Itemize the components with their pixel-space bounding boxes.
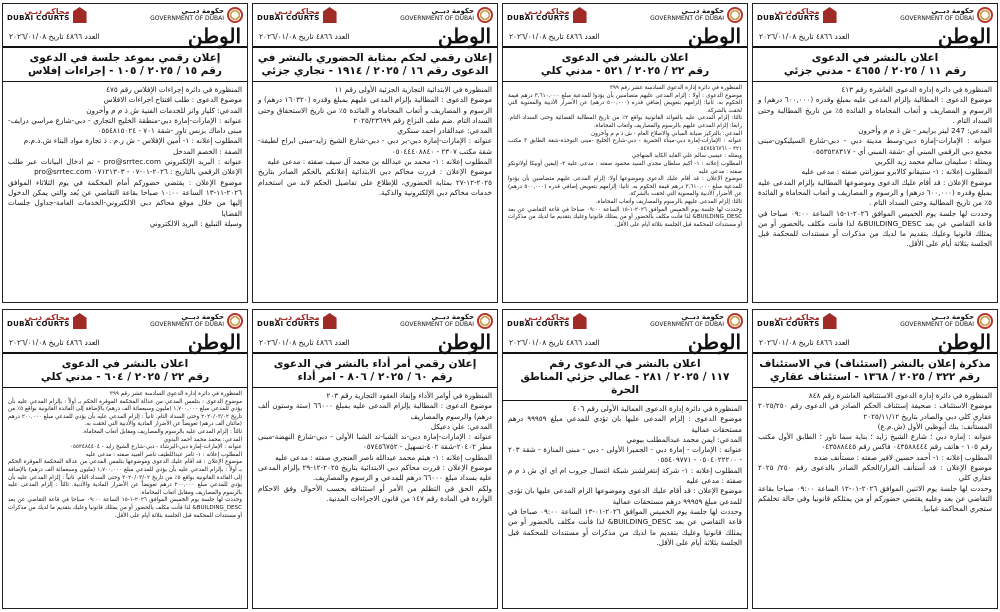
notice-header <box>3 4 247 26</box>
notice-paragraph: وسيلة التبليغ : البريد الالكتروني <box>149 218 242 228</box>
notice-paragraph: موضوع الإعلان : قد أقام عليك الدعوى وموضوعها الزام المدعى عليها بان تؤدي للمدعي مبلغ ٩٩٩٥٩ درهم مستحقات عمالية <box>508 486 742 506</box>
notice-card-7 <box>252 309 498 609</box>
courts-emblem-icon <box>573 7 587 23</box>
notice-paragraph: عنوانه : البريد الإلكتروني pro@srrtec.com - تم ادخال البيانات عبر طلب الإعلان الرقمي بالتاريخ : ٢٠٢٦-٠١-٠٧ - ٠٧١٢١٣٠٣ pro@srrtec.com <box>8 157 243 177</box>
government-logo <box>900 313 993 329</box>
notice-paragraph: موضوع الإعلان : قد أقام عليك الدعوى وموضوعها أولا: إلزام المدعى عليهم متضامنين بأن يؤدوا للمدعية مبلغ ٣,٦١٠,٠٠٠ درهم قيمة الحكوم به. ثانيا: إلزامهم بتعويض إضافي قدره (٥٠٠,٠٠٠ درهم) عن الأضرار الأدبية والمعنوية التي لحقت بالشركة. <box>508 176 742 198</box>
notice-title: إعلان رقمي لحكم بمثابة الحضوري بالنشر في الدعوى رقم ١٦ / ٢٠٢٥ / ١٩١٤ - تجاري جزئي <box>253 48 497 82</box>
notice-paragraph: عنوانه : الإمارات-إمارة دبي-ميناء الحمرية - دبي-شارع الخليج -مبنى النوخذة-شقة الطابق ٣ مكتب ٣٢١ - ٠٥٤٧٤٥٦٧٦١ <box>508 138 742 152</box>
government-name: حكومة دبــي <box>431 313 474 321</box>
courts-name: محاكم دبـي <box>24 7 70 16</box>
notice-paragraph: موضوع الإعلان : قررت محاكم دبي الابتدائية بتاريخ ٢٠٢٥-١٢-٢٩ بإلزام المدعى عليه بسداد مبلغ ٦٦٠٠٠ درهم للمدعي و الرسوم والمصاريف. <box>258 463 493 483</box>
notice-paragraph: ولكم الحق في التظلم من الأمر أو استئنافه بحسب الأحوال وفق الاحكام الواردة في المادة رقم ١٤٧ من قانون الاجراءات المدنية. <box>258 483 492 503</box>
notice-paragraph: المنظورة في الابتدائية التجارية الجزئية الأولى رقم ١١ <box>334 85 492 94</box>
notice-paragraph: الصفة : الخصم المدخل <box>172 146 242 156</box>
government-name-en: GOVERNMENT OF DUBAI <box>650 15 724 22</box>
courts-name-en: DUBAI COURTS <box>757 14 820 22</box>
courts-emblem-icon <box>73 7 87 23</box>
notice-body <box>253 82 497 201</box>
issue-date: العدد ٤٨٦٦ تاريخ ٢٠٢٦/٠١/٠٨ <box>509 31 600 41</box>
government-emblem-icon <box>977 7 993 23</box>
notice-paragraph: المدعي: ايمن محمد عبدالمطلب بيومي <box>626 434 742 444</box>
notice-paragraph: المنظورة في دائرة إدارة الدعوى العمالية الأولى رقم ٤٠٦ <box>572 404 742 413</box>
newspaper-name: الوطن <box>687 330 741 354</box>
courts-emblem-icon <box>323 313 337 329</box>
notice-paragraph: المطلوب إعلانه : ١- أكيم سلطان مجدي السيد محمود صفته : مدعى عليه ٢- إليفين أوبيكا أولاتونكو صفته : مدعى عليه <box>508 160 743 175</box>
notice-paragraph: موضوع الإعلان : يقتضي حضوركم أمام المحكمة في يوم الثلاثاء الموافق ٢٠٢٦-١١-١٣ الساعة ١٠:٠٠ صباحا بقاعة التقاضي عن بُعد والتي يمكن الدخول إليها من خلال موقع محاكم دبي الالكتروني-الخدمات العامة-جداول جلسات القضايا <box>8 177 242 218</box>
notice-paragraph: المطلوب إعلانه : ١- ستيفانو كالابرو سوزانتي صفته : مدعى عليه <box>801 167 992 177</box>
notice-paragraph: عنوانه : الإمارات-إمارة دبي-بر دبي - دبي-شارع الشيخ زايد-مبنى ابراج لطيفة-شقة مكتب ٢٣٠٧ - ٠٥٠٤٤٤٠٨٨٤٠ <box>258 136 492 156</box>
dubai-courts-logo <box>507 7 587 23</box>
newspaper-masthead <box>503 332 747 354</box>
notice-header <box>503 310 747 332</box>
notice-title: اعلان بالنشر في الدعوى رقم ١١٧ / ٢٠٢٥ / ٢٨١ - عمالي جزئي المناطق الحرة <box>503 354 747 401</box>
dubai-courts-logo <box>507 313 587 329</box>
notice-body <box>3 82 247 232</box>
courts-name-en: DUBAI COURTS <box>507 14 570 22</box>
notice-paragraph: ويمثله : عيسى سالم علي القايد الكايد المنهاجي <box>631 153 742 160</box>
government-emblem-icon <box>227 7 243 23</box>
notice-paragraph: موضوع الدعوى : طلب افتتاح اجراءات الافلاس <box>103 95 242 105</box>
dubai-courts-logo <box>257 7 337 23</box>
notice-paragraph: وحددت لها جلسة يوم الخميس الموافق ٢٠٢٦-١-١٥ الساعة ٠٩:٠٠ صباحا في قاعة التقاضي عن بعد BUILDING_DESC& لذا فأنت مكلف بالحضور أو من يمثلك قانونيا وعليك بتقديم ما لديك من مذكرات أو مستندات للمحكمة قبل الجلسة بثلاثة أيام على الأقل. <box>8 497 242 519</box>
notice-paragraph: المطلوب إعلانه : ١- هيثم محمد عبدالله ناصر العنجري صفته : مدعى عليه <box>275 452 492 462</box>
newspaper-masthead <box>753 332 997 354</box>
government-name: حكومة دبــي <box>931 313 974 321</box>
newspaper-name: الوطن <box>687 24 741 48</box>
notice-paragraph: المدعي: كليار واتر للخدمات الفنية ش ذ م م وأخرون <box>86 105 242 115</box>
government-name: حكومة دبــي <box>181 7 224 15</box>
notice-paragraph: المنظورة في دائرة إجراءات الإفلاس رقم ٤٧٥ <box>106 85 242 94</box>
notice-paragraph: المدعي: علي دعيكل <box>430 421 492 431</box>
notice-card-8 <box>2 309 248 609</box>
government-name-en: GOVERNMENT OF DUBAI <box>650 321 724 328</box>
notice-title: اعلان بالنشر في الدعوى رقم ٢٢ / ٢٠٢٥ / ٥٢١ - مدني كلي <box>503 48 747 82</box>
dubai-courts-logo <box>7 313 87 329</box>
notice-body <box>753 82 997 253</box>
courts-name-en: DUBAI COURTS <box>507 320 570 328</box>
notice-paragraph: موضوع الاستئناف : صحيفة إستئناف الحكم الصادر في الدعوى رقم ٢٠٢٥/٢٥٠ عقاري كلي دبي والصادر بتاريخ ٢٠٢٥/١١/١٢ <box>758 401 992 421</box>
courts-name: محاكم دبـي <box>524 7 570 16</box>
notice-header <box>503 4 747 26</box>
notice-paragraph: ثالثاً : إلزام المدعى عليه بالرسوم والمصاريف ومقابل أتعاب المحاماة. <box>82 428 242 435</box>
notice-card-1 <box>752 3 998 303</box>
dubai-courts-logo <box>257 313 337 329</box>
notice-paragraph: ويمثله : سليمان سالم محمد زيد الكربي <box>874 157 992 167</box>
government-emblem-icon <box>227 313 243 329</box>
notice-header <box>253 4 497 26</box>
newspaper-masthead <box>253 332 497 354</box>
newspaper-name: الوطن <box>187 24 241 48</box>
newspaper-masthead <box>753 26 997 48</box>
government-logo <box>400 313 493 329</box>
notice-title: اعلان بالنشر في الدعوى رقم ٢٢ / ٢٠٢٥ / ٦٠٤ - مدني كلي <box>3 354 247 388</box>
notice-paragraph: عنوانه : الإمارات-إمارة دبي-البرشاء - دبي-شارع الشيخ زايد - ٠٥٥٢٤٨٤٤٠٤ <box>69 444 242 451</box>
notice-paragraph: المنظورة في دائرة إدارة الدعوى العاشرة رقم ٤١٣ <box>841 85 992 94</box>
newspaper-name: الوطن <box>187 330 241 354</box>
notice-paragraph: المطلوب إعلانه : ١- محمد بن عبدالله بن محمد آل سيف صفته : مدعى عليه <box>267 157 492 167</box>
notice-body <box>503 82 747 232</box>
notice-paragraph: المطلوب إعلانه : ١- أمين الإفلاس - ش ر.م . ذ تجارة مواد البناء ش.ذ.م.م <box>23 136 242 146</box>
notice-paragraph: موضوع الدعوى : المطالبة بإلزام المدعى عليهم بمبلغ وقدره (١٦٠٣٢٠ درهم) و الرسوم و المصاريف و أتعاب المحاماة و الفائدة ٥٪ من تاريخ الاستحقاق وحتى السداد التام .ضم ملف النزاع رقم ٢٠٢٥/٢٣٦٩٩ <box>258 95 493 125</box>
government-name-en: GOVERNMENT OF DUBAI <box>400 15 474 22</box>
notice-header <box>253 310 497 332</box>
newspaper-masthead <box>503 26 747 48</box>
government-emblem-icon <box>477 313 493 329</box>
government-name-en: GOVERNMENT OF DUBAI <box>400 321 474 328</box>
courts-name-en: DUBAI COURTS <box>757 320 820 328</box>
notice-paragraph: وحددت لها جلسة يوم الخميس الموافق ٢٠٢٦-٠١-١٣ الساعة ٠٩:٠٠ صباحا في قاعة التقاضي عن بعد BUILDING_DESC& لذا فأنت مكلف بالحضور أو من يمثلك قانونيا وعليك بتقديم ما لديك من مذكرات أو مستندات للمحكمة قبل الجلسة بثلاثة أيام على الأقل. <box>508 506 742 547</box>
notice-paragraph: موضوع الإعلان : قد أقام عليك الدعوى وموضوعها المطالبة بإلزام المدعى عليه بمبلغ وقدره (٦٠٠,٠٠٠ درهم) و الرسوم و المصاريف و أتعاب المحاماة و الفائدة ٥٪ من تاريخ المطالبة وحتى السداد التام . <box>758 177 992 208</box>
notice-paragraph: ثالثا: إلزام المدعى عليه بالفوائد القانونية بواقع ٢٪ من تاريخ المطالبة القضائية وحتى السداد التام. رابعا: إلزام المدعى عليهم بالرسوم والمصاريف وأتعاب المحاماة. <box>508 115 742 129</box>
government-logo <box>150 7 243 23</box>
courts-name: محاكم دبـي <box>524 313 570 322</box>
newspaper-masthead <box>253 26 497 48</box>
notice-paragraph: المستأنف: بنك أبوظبي الأول (ش.م.ع) <box>877 421 992 431</box>
notice-paragraph: المطلوب إعلانه : ١- ثامر عبداللطيف ناصر العبيد صفته : مدعى عليه <box>85 451 242 458</box>
courts-emblem-icon <box>823 313 837 329</box>
issue-date: العدد ٤٨٦٦ تاريخ ٢٠٢٦/٠١/٠٨ <box>9 337 100 347</box>
notice-body <box>253 388 497 507</box>
issue-date: العدد ٤٨٦٦ تاريخ ٢٠٢٦/٠١/٠٨ <box>759 31 850 41</box>
notice-paragraph: المدعي: بالتركيز صيانة المباني والاصلاح العام - ش ذ م م وأخرون <box>591 130 742 137</box>
government-emblem-icon <box>727 7 743 23</box>
notice-paragraph: موضوع الدعوى : أولا : إلزام المدعى عليهم متضامنين بأن يؤدوا للمدعية مبلغ ٣,٦١٠,٠٠٠ درهم قيمة الحكوم به. ثانيا: إلزامهم بتعويض إضافي قدره (٥٠٠,٠٠٠ درهم) عن الأضرار الأدبية والمعنوية التي لحقت بالشركة. <box>508 92 742 114</box>
notice-title: إعلان رقمي أمر أداء بالنشر في الدعوى رقم ٦٠ / ٢٠٢٥ / ٨٠٦ - امر أداء <box>253 354 497 388</box>
notice-body <box>753 388 997 518</box>
notice-paragraph: المدعي: 247 ليتر برايمر - ش ذ م م وأخرون <box>858 126 992 136</box>
notice-paragraph: المدعي: محمد محمد أحمد البدوي <box>163 436 242 443</box>
notice-paragraph: موضوع الدعوى : المطالبة بإلزام المدعى عليه بمبلغ ٦٦٠٠٠ (ستة وستون ألف درهم) والرسوم والمصاريف <box>258 401 492 421</box>
notice-paragraph: المطلوب إعلانه : ١- أحمد حسين لافير صفته : مستأنف ضده <box>814 452 992 462</box>
notice-card-4 <box>2 3 248 303</box>
notice-paragraph: موضوع الدعوى : بتلمس المدعي من عدالة المحكمة الموقرة الحكم بـ أولاً : بإلزام المدعي عليه بأن يؤدي للمدعي مبلغ ١,٧٠٠,٠٠٠ (مليون وسبعمائة ألف درهم) بالإضافة إلى الفائدة القانونية بواقع ٥٪ من تاريخ ٢٠٢٠/٠٣/٠٢ وحتى السداد التام. ثانياً : إلزام المدعي عليه بأن يؤدي للمدعي مبلغ ٢٠٠,٠٠٠ درهم (مائتان ألف درهم) تعويضاً عن الأضرار المادية والأدبية التي لحقت به. <box>8 398 243 428</box>
dubai-courts-logo <box>757 7 837 23</box>
issue-date: العدد ٤٨٦٦ تاريخ ٢٠٢٦/٠١/٠٨ <box>259 337 350 347</box>
government-name: حكومة دبــي <box>681 7 724 15</box>
notice-paragraph: المنظورة في دائرة إدارة الدعوى السادسة عشر رقم ٣٩٩ <box>609 85 742 91</box>
government-name-en: GOVERNMENT OF DUBAI <box>150 321 224 328</box>
notice-paragraph: وحددت لها جلسة يوم الخميس الموافق ٢٠٢٦-١-١٥ الساعة ٠٩:٠٠ صباحا في قاعة التقاضي عن بعد BUILDING_DESC& لذا فأنت مكلف بالحضور أو من يمثلك قانونيا وعليك بتقديم ما لديك من مذكرات أو مستندات للمحكمة قبل الجلسة بثلاثة أيام على الأقل. <box>758 208 993 249</box>
government-name: حكومة دبــي <box>931 7 974 15</box>
notice-paragraph: عنوانه : إمارة دبي ؛ شارع الشيخ زايد ؛ بناية سما تاور ؛ الطابق الأول مكتب رقم ١٠٥ - هاتف رقم ٠٤٣٥٨٨٤٤٤ فاكس رقم ٠٤٣٥٨٨٤٤٥ <box>758 432 992 452</box>
government-logo <box>150 313 243 329</box>
issue-date: العدد ٤٨٦٦ تاريخ ٢٠٢٦/٠١/٠٨ <box>509 337 600 347</box>
notice-paragraph: عنوانه : الإمارات-إمارة دبي-ند الشبا-ند الشبا الأولى - دبي-شارع النهضة-مبنى مطر ٢٠٤٠٢-شقة ٤٠٢-تسهيل - ٠٥٧٤٥٦٧٥٢ <box>258 432 492 452</box>
notice-title: اعلان بالنشر في الدعوى رقم ١١ / ٢٠٢٥ / ٤٦٥٥ - مدني جزئي <box>753 48 997 82</box>
notice-paragraph: موضوع الدعوى : المطالبة بإلزام المدعى عليه بمبلغ وقدره (٦٠٠,٠٠٠ درهم) و الرسوم و المصاريف و أتعاب المحاماة و الفائدة ٥٪ من تاريخ المطالبة وحتى السداد التام . <box>758 95 992 125</box>
issue-date: العدد ٤٨٦٦ تاريخ ٢٠٢٦/٠١/٠٨ <box>9 31 100 41</box>
government-name-en: GOVERNMENT OF DUBAI <box>900 15 974 22</box>
notice-card-5 <box>752 309 998 609</box>
newspaper-name: الوطن <box>437 24 491 48</box>
notice-paragraph: موضوع الإعلان : قررت محاكم دبي الابتدائية إعلانكم بالحكم الصادر بتاريخ ٢٠٢٥-١٢-٢٧ بمثابة الحضوري، للإطلاع على تفاصيل الحكم لابد من استخدام خدمات محاكم دبي الإلكترونية والذكية. <box>258 167 492 197</box>
government-name-en: GOVERNMENT OF DUBAI <box>150 15 224 22</box>
notice-paragraph: المطلوب إعلانه : ١- شركة إنتغرلشنز شبكة انتصال جروب ام اي اي ش ذ م م صفته : مدعى عليه <box>508 465 742 486</box>
government-emblem-icon <box>977 313 993 329</box>
courts-emblem-icon <box>323 7 337 23</box>
notice-paragraph: عنوانه : الإمارات-إمارة دبي-منطقة الخليج التجاري - دبي-شارع مراسي درايف-مبنى داماك بزنس تاور -شقة ٧٠١ - ٠٥٥٤٨١٥٠٢٤ <box>8 115 242 136</box>
government-logo <box>650 7 743 23</box>
notice-paragraph: المنظورة في دائرة إدارة الدعوى الاستئنافية العاشرة رقم ٨٤٨ <box>808 391 992 400</box>
newspaper-masthead <box>3 26 247 48</box>
notice-paragraph: عنوانه : الإمارات-إمارة دبي-وسط مدينة دبي - دبي-شارع السيليكون-مبنى مجمع دبي الرقمي المبني أي -شقة المبني أي - ٠٥٥٣٥٢٨٣١٧ <box>758 136 992 156</box>
newspaper-name: الوطن <box>437 330 491 354</box>
government-name: حكومة دبــي <box>681 313 724 321</box>
notice-paragraph: موضوع الدعوى : إلزام المدعى عليها بان تؤدي للمدعي مبلغ ٩٩٩٥٩ درهم مستحقات عمالية <box>508 414 743 434</box>
courts-name-en: DUBAI COURTS <box>7 14 70 22</box>
notice-paragraph: وحددت لها جلسة يوم الخميس الموافق ٢٠٢٦-١-١٥ الساعة ٠٩:٠٠ صباحا في قاعة التقاضي عن بعد BUILDING_DESC& لذا فأنت مكلف بالحضور أو من يمثلك قانونيا وعليك بتقديم ما لديك من مذكرات أو مستندات للمحكمة قبل الجلسة بثلاثة أيام على الأقل. <box>508 206 742 228</box>
courts-name: محاكم دبـي <box>774 7 820 16</box>
notice-paragraph: ثالثا: إلزام المدعى عليهم بالرسوم والمصاريف وأتعاب المحاماة. <box>595 198 742 205</box>
courts-name-en: DUBAI COURTS <box>257 14 320 22</box>
newspaper-name: الوطن <box>937 330 991 354</box>
government-emblem-icon <box>727 313 743 329</box>
government-emblem-icon <box>477 7 493 23</box>
government-name: حكومة دبــي <box>431 7 474 15</box>
dubai-courts-logo <box>757 313 837 329</box>
notice-header <box>753 4 997 26</box>
government-name: حكومة دبــي <box>181 313 224 321</box>
government-logo <box>400 7 493 23</box>
notice-paragraph: موضوع الإعلان : قد أستأنف القرار/الحكم الصادر بالدعوى رقم ٢٥٠/ ٢٠٢٥ عقاري كلي <box>758 463 992 483</box>
issue-date: العدد ٤٨٦٦ تاريخ ٢٠٢٦/٠١/٠٨ <box>259 31 350 41</box>
courts-name: محاكم دبـي <box>274 7 320 16</box>
notice-paragraph: موضوع الإعلان : قد أقام عليك الدعوى وموضوعها بتلمس المدعي من عدالة المحكمة الموقرة الحكم بـ أولاً : بإلزام المدعي عليه بأن يؤدي للمدعي مبلغ ١,٧٠٠,٠٠٠ (مليون وسبعمائة ألف درهم) بالإضافة إلى الفائدة القانونية بواقع ٥٪ من تاريخ ٢٠٢٠/٠٣/٠٢ وحتى السداد التام. ثانياً : إلزام المدعي عليه بأن يؤدي للمدعي مبلغ ٢٠٠,٠٠٠ درهم تعويضاً عن الأضرار المادية والأدبية. ثالثاً : إلزام المدعى عليه بالرسوم والمصاريف ومقابل أتعاب المحاماة. <box>8 459 242 496</box>
courts-name: محاكم دبـي <box>274 313 320 322</box>
courts-name: محاكم دبـي <box>24 313 70 322</box>
notice-paragraph: عنوانه : الإمارات - إمارة دبي - الجميرا الأولى - دبي - مبنى المنارة - شقة ٢٠٣ - ٠٥٠٤٠٢٢٢٠٠ - ٠٥٥٤٠٩٧٧١ <box>508 445 742 465</box>
notice-paragraph: المنظورة في دائرة إدارة الدعوى السادسة عشر رقم ٣٩٩ <box>109 391 242 397</box>
courts-emblem-icon <box>573 313 587 329</box>
notice-card-6 <box>502 309 748 609</box>
notice-paragraph: المنظورة في أوامر الأداء وإنفاذ العقود التجارية رقم ٢٠٣ <box>326 391 492 400</box>
newspaper-masthead <box>3 332 247 354</box>
notice-body <box>503 401 747 551</box>
government-logo <box>900 7 993 23</box>
courts-emblem-icon <box>823 7 837 23</box>
newspaper-name: الوطن <box>937 24 991 48</box>
dubai-courts-logo <box>7 7 87 23</box>
notice-header <box>753 310 997 332</box>
notice-title: إعلان رقمي بموعد جلسة في الدعوى رقم ١٥ / ٢٠٢٥ / ١٠٥ - إجراءات إفلاس <box>3 48 247 82</box>
notice-paragraph: وحددت لها جلسة يوم الاثنين الموافق ٢٠٢٦-٠١-١٢ الساعة ٠٩:٠٠ صباحا بقاعة التقاضي عن بعد وعليه يقتضي حضوركم أو من يمثلكم قانونيا وفي حالة تخلفكم ستجري المحاكمة غيابيا. <box>758 483 992 514</box>
notice-header <box>3 310 247 332</box>
courts-emblem-icon <box>73 313 87 329</box>
government-name-en: GOVERNMENT OF DUBAI <box>900 321 974 328</box>
courts-name: محاكم دبـي <box>774 313 820 322</box>
notice-row-bottom <box>0 306 1000 612</box>
notice-title: مذكرة إعلان بالنشر (استئناف) في الاستئناف رقم ٣٢٢ / ٢٠٢٥ / ١٣٦٨ - استئناف عقاري <box>753 354 997 388</box>
issue-date: العدد ٤٨٦٦ تاريخ ٢٠٢٦/٠١/٠٨ <box>759 337 850 347</box>
notice-body <box>3 388 247 523</box>
government-logo <box>650 313 743 329</box>
notice-card-2 <box>502 3 748 303</box>
notice-card-3 <box>252 3 498 303</box>
notice-paragraph: المدعي: عبدالقادر احمد سنكري <box>397 126 492 136</box>
courts-name-en: DUBAI COURTS <box>257 320 320 328</box>
courts-name-en: DUBAI COURTS <box>7 320 70 328</box>
